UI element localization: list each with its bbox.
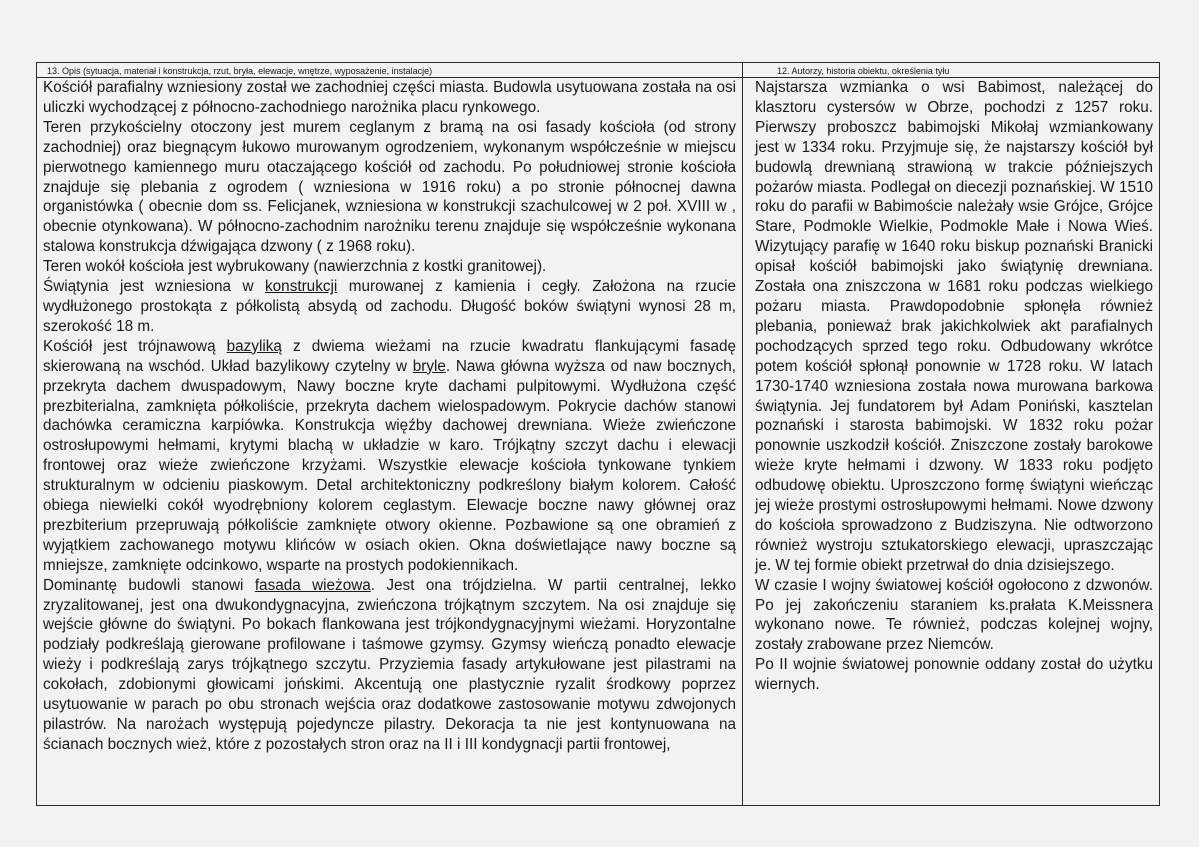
form-sheet — [36, 62, 1160, 806]
paragraph-basilica: Kościół jest trójnawową bazyliką z dwiema wieżami na rzucie kwadratu flankującymi fasadę skierowaną na wschód. Układ bazylikowy czytelny w bryle. Nawa główna wyższa od naw bocznych, przekryta dachem dwuspadowym, Nawy boczne kryte dachami pulpitowymi. Wydłużona część prezbiterialna, zamknięta półkoliście, przekryta dachem wielospadowym. Pokrycie dachów stanowi dachówka ceramiczna karpiówka. Konstrukcja więźby dachowej drewniana. Wieże zwieńczone ostrosłupowymi hełmami, krytymi blachą w układzie w karo. Trójkątny szczyt dachu i elewacji frontowej oraz wieże zwieńczone krzyżami. Wszystkie elewacje kościoła tynkowane tynkiem strukturalnym w odcieniu piaskowym. Detal architektoniczny podkreślony białym kolorem. Całość obiega niewielki cokół wyodrębniony kolorem ceglastym. Elewacje boczne nawy głównej oraz prezbiterium przepruwają półkoliście zamknięte otwory okienne. Pozbawione są one obramień z wyjątkiem zachowanego motywu klińców w osiach okien. Okna doświetlające nawy boczne są mniejsze, zamknięte odcinkowo, wsparte na prostych podokiennikach. — [43, 337, 736, 574]
paragraph-location: Kościół parafialny wzniesiony został we zachodniej części miasta. Budowla usytuowana została na osi uliczki wychodzącej z północno-zachodniego narożnika placu rynkowego. — [43, 79, 736, 116]
history-header: 12. Autorzy, historia obiektu, określenia tyłu — [743, 65, 1159, 78]
paragraph-construction: Świątynia jest wzniesiona w konstrukcji murowanej z kamienia i cegły. Założona na rzucie wydłużonego prostokąta z półkolistą absydą od zachodu. Długość boków świątyni wynosi 28 m, szerokość 18 m. — [43, 278, 737, 335]
history-column — [743, 63, 1159, 805]
description-column — [37, 63, 743, 805]
paragraph-ww1: W czasie I wojny światowej kościół ogołocono z dzwonów. Po jej zakończeniu staraniem ks.prałata K.Meissnera wykonano nowe. Te również, podczas kolejnej wojny, zostały zrabowane przez Niemców. — [755, 576, 1153, 654]
paragraph-surroundings: Teren przykościelny otoczony jest murem ceglanym z bramą na osi fasady kościoła (od strony zachodniej) oraz biegnącym łukowo murowanym ogrodzeniem, wykonanym współcześnie w miejscu pierwotnego kamiennego muru otaczającego kościół od zachodu. Po południowej stronie kościoła znajduje się plebania z ogrodem ( wzniesiona w 1916 roku) a po stronie północnej dawna organistówka ( obecnie dom ss. Felicjanek, wzniesiona w konstrukcji szachulcowej w 2 poł. XVIII w , obecnie otynkowana). W północno-zachodnim narożniku terenu znajduje się współcześnie wykonana stalowa konstrukcja dźwigająca dzwony ( z 1968 roku). — [43, 118, 736, 256]
paragraph-facade: Dominantę budowli stanowi fasada wieżowa. Jest ona trójdzielna. W partii centralnej, lekko zryzalitowanej, jest ona dwukondygnacyjna, zwieńczona trójkątnym szczytem. Na osi znajduje się wejście główne do świątyni. Po bokach flankowana jest trójkondygnacyjnymi wieżami. Horyzontalne podziały podkreślają gierowane profilowane i taśmowe gzymsy. Gzymsy wieńczą ponadto elewacje wieży i podkreślają zarys trójkątnego szczytu. Przyziemia fasady artykułowane jest pilastrami na cokołach, zdobionymi głowicami jońskimi. Akcentują one plastycznie ryzalit środkowy poprzez usytuowanie w parach po obu stronach wejścia oraz dodatkowe zastosowanie motywu zdwojonych pilastrów. Na narożach występują pojedyncze pilastry. Dekoracja ta nie jest kontynuowana na ścianach bocznych wież, które z pozostałych stron oraz na II i III kondygnacji partii frontowej, — [43, 576, 737, 753]
description-text — [43, 78, 736, 755]
history-text — [755, 78, 1153, 695]
description-header: 13. Opis (sytuacja, materiał i konstrukcja, rzut, bryła, elewacje, wnętrze, wyposażenie, instalacje) — [37, 65, 742, 78]
paragraph-history: Najstarsza wzmianka o wsi Babimost, należącej do klasztoru cystersów w Obrze, pochodzi z 1257 roku. Pierwszy proboszcz babimojski Mikołaj wzmiankowany jest w 1334 roku. Przyjmuje się, że najstarszy kościół był budowlą drewnianą strawioną w trakcie późniejszych pożarów miasta. Podlegał on diecezji poznańskiej. W 1510 roku do parafii w Babimoście należały wsie Grójce, Grójce Stare, Podmokle Wielkie, Podmokle Małe i Nowa Wieś. Wizytujący parafię w 1640 roku biskup poznański Branicki opisał kościół babimojski jako świątynię drewniana. Została ona zniszczona w 1681 roku podczas wielkiego pożaru miasta. Prawdopodobnie spłonęła również plebania, ponieważ brak jakichkolwiek akt parafialnych pochodzących sprzed tego roku. Odbudowany wkrótce potem kościół spłonął ponownie w 1728 roku. W latach 1730-1740 wzniesiona została nowa murowana barkowa świątynia. Jej fundatorem był Adam Poniński, kasztelan poznański i starosta babimojski. W 1832 roku pożar ponownie uszkodził kościół. Zniszczone zostały barokowe wieże kryte hełmami i dzwony. W 1833 roku podjęto odbudowę obiektu. Uproszczono formę świątyni wieńcząc jej wieże prostymi ostrosłupowymi hełmami. Nowe dzwony do kościoła sprowadzono z Budziszyna. Nie odtworzono również wystroju sztukatorskiego elewacji, upraszczając je. W tej formie obiekt przetrwał do dnia dzisiejszego. — [755, 79, 1153, 574]
paragraph-ww2: Po II wojnie światowej ponownie oddany został do użytku wiernych. — [755, 656, 1153, 694]
paragraph-paving: Teren wokół kościoła jest wybrukowany (nawierzchnia z kostki granitowej). — [43, 258, 547, 276]
